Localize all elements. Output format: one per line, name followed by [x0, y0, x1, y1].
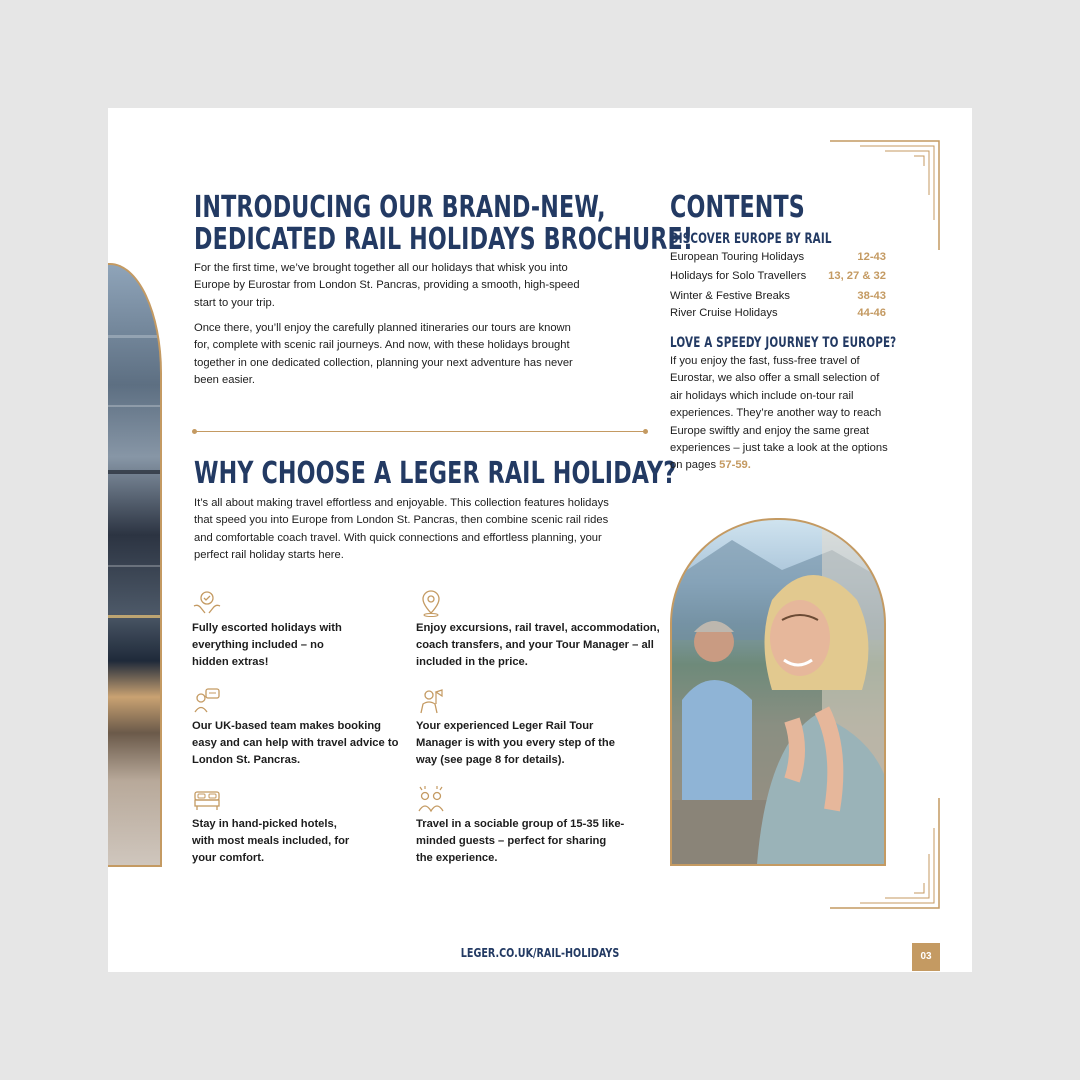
intro-title	[194, 192, 693, 256]
feature-hotels	[192, 784, 362, 867]
intro-paragraph-2: Once there, you’ll enjoy the carefully planned itineraries our tours are known for, complete with scenic rail journeys. And now, with these holidays brought together in one dedicated collection, planning your next adventure has never been easier.	[194, 322, 573, 387]
contents-item-label: River Cruise Holidays	[670, 307, 778, 319]
intro-title-line-2: DEDICATED RAIL HOLIDAYS BROCHURE!	[194, 222, 694, 257]
section-divider	[194, 431, 646, 432]
tour-manager-icon	[416, 686, 446, 716]
footer-url-text: LEGER.CO.UK/RAIL-HOLIDAYS	[460, 946, 620, 960]
contents-item-pages: 38-43	[857, 290, 886, 302]
feature-group	[416, 784, 626, 867]
why-title: WHY CHOOSE A LEGER RAIL HOLIDAY?	[194, 456, 677, 491]
contents-item-pages: 13, 27 & 32	[828, 270, 886, 282]
feature-text: Enjoy excursions, rail travel, accommodation, coach transfers, and your Tour Manager – all included in the price.	[416, 622, 660, 668]
location-pin-icon	[416, 588, 446, 618]
contents-item[interactable]	[670, 305, 886, 322]
intro-title-line-1: INTRODUCING OUR BRAND-NEW,	[194, 190, 606, 225]
why-paragraph: It’s all about making travel effortless and enjoyable. This collection features holidays that speed you into Europe from London St. Pancras, then combine scenic rail rides and comfortable coach travel. With quick connections and effortless planning, your perfect rail holiday starts here.	[194, 497, 609, 562]
contents-item[interactable]	[670, 288, 886, 305]
speedy-pages-link[interactable]: 57-59.	[719, 459, 751, 472]
feature-text: Our UK-based team makes booking easy and can help with travel advice to London St. Pancras.	[192, 720, 399, 766]
page-number: 03	[912, 943, 940, 971]
intro-paragraph-1: For the first time, we’ve brought together all our holidays that whisk you into Europe by Eurostar from London St. Pancras, providing a smooth, high-speed start to your trip.	[194, 262, 580, 309]
bottom-right-corner-ornament	[830, 798, 942, 910]
contents-item-label: Holidays for Solo Travellers	[670, 270, 807, 282]
footer-website-link[interactable]	[108, 946, 972, 960]
feature-text: Travel in a sociable group of 15-35 like-minded guests – perfect for sharing the experience.	[416, 818, 625, 864]
contents-item-pages: 44-46	[857, 307, 886, 319]
feature-text: Fully escorted holidays with everything included – no hidden extras!	[192, 622, 342, 668]
group-celebrate-icon	[416, 784, 446, 814]
feature-uk-team	[192, 686, 402, 769]
contents-item[interactable]	[670, 268, 886, 285]
hands-check-icon	[192, 588, 222, 618]
contents-title: CONTENTS	[670, 190, 805, 225]
speedy-title: LOVE A SPEEDY JOURNEY TO EUROPE?	[670, 335, 897, 351]
support-agent-icon	[192, 686, 222, 716]
contents-item-pages: 12-43	[857, 251, 886, 263]
speedy-paragraph	[670, 353, 892, 475]
contents-item-label: European Touring Holidays	[670, 251, 805, 263]
feature-text: Stay in hand-picked hotels, with most meals included, for your comfort.	[192, 818, 350, 864]
feature-escorted	[192, 588, 362, 671]
feature-included	[416, 588, 666, 671]
feature-text: Your experienced Leger Rail Tour Manager is with you every step of the way (see page 8 for details).	[416, 720, 615, 766]
top-right-corner-ornament	[830, 140, 942, 252]
contents-subtitle: DISCOVER EUROPE BY RAIL	[670, 231, 832, 247]
feature-tour-manager	[416, 686, 626, 769]
speedy-text: If you enjoy the fast, fuss-free travel of Eurostar, we also offer a small selection of air holidays which include on-tour rail experiences. They’re another way to reach Europe swiftly and enjoy the same great experiences – just take a look at the options on pages	[670, 355, 888, 472]
brochure-page	[108, 108, 972, 972]
train-station-photo	[108, 263, 162, 867]
contents-item-label: Winter & Festive Breaks	[670, 290, 790, 302]
bed-icon	[192, 784, 222, 814]
